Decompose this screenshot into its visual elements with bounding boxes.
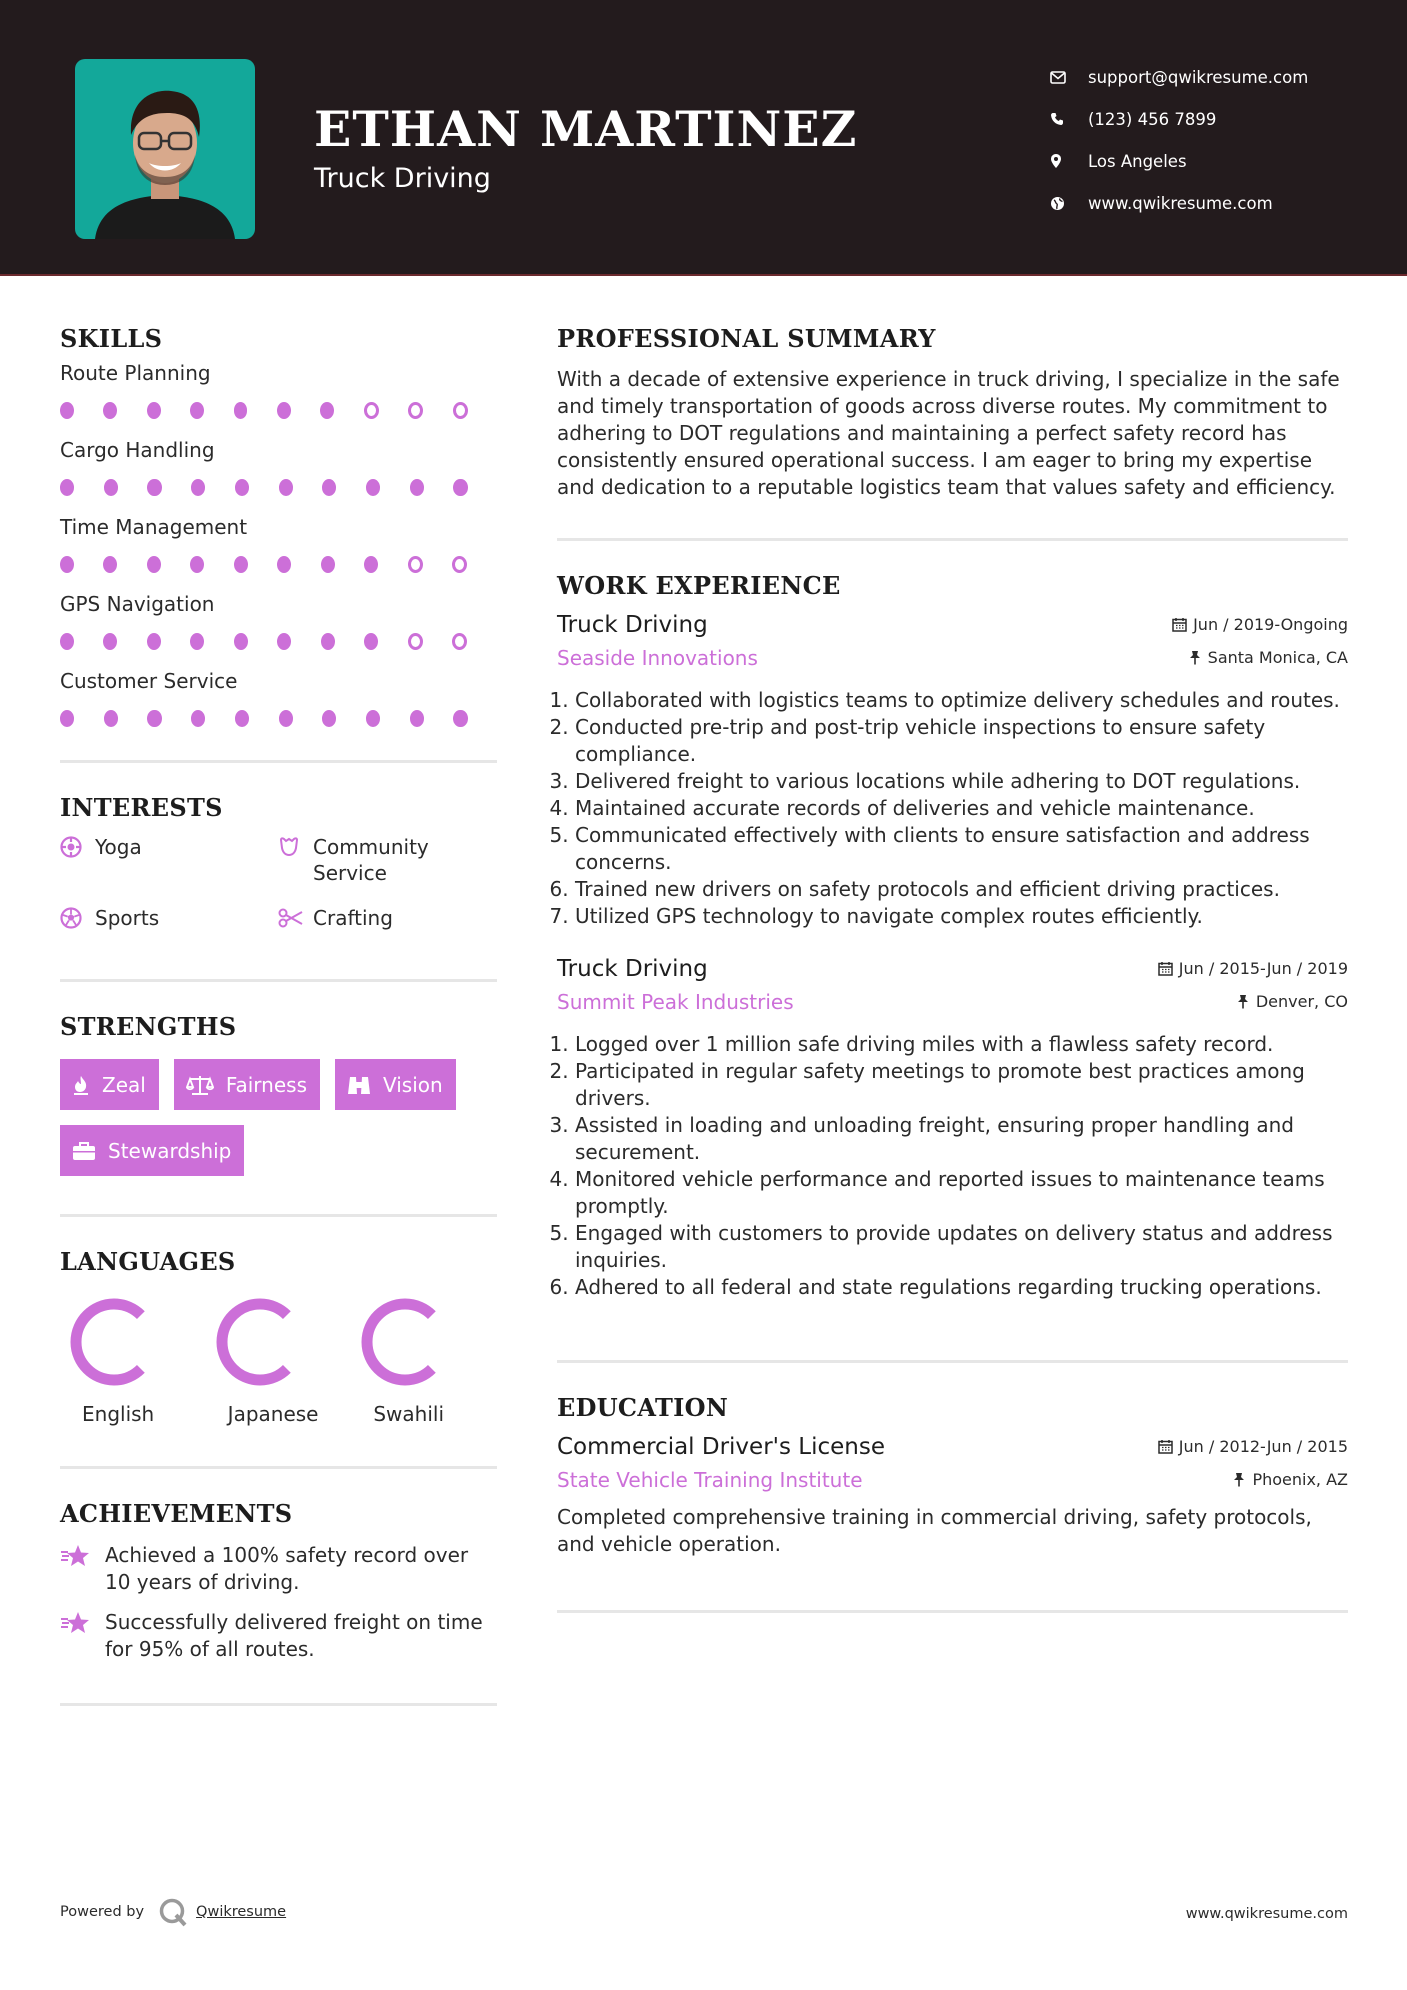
footer-powered-by [60,1897,286,1927]
contact-website[interactable] [1050,182,1380,224]
skill-item [60,590,497,663]
rating-dot-filled [322,710,336,727]
header-divider [0,274,1407,276]
interests-list [60,834,497,976]
rating-dot-filled [364,633,378,650]
heart-hand-icon [278,834,313,860]
rating-dot-filled [234,633,248,650]
calendar-icon [1172,617,1187,632]
rating-dot-filled [453,479,467,496]
language-arc [359,1296,451,1388]
resume-header [0,0,1407,276]
duty-item: 1. Collaborated with logistics teams to optimize delivery schedules and routes. [575,687,1348,714]
company-name: Summit Peak Industries [557,990,794,1014]
duty-item: 5. Engaged with customers to provide updates on delivery status and address inquiries. [575,1220,1348,1274]
left-column [60,324,497,1706]
rating-dot-filled [279,710,293,727]
language-ring [359,1296,451,1388]
rating-dot-filled [147,710,161,727]
rating-dot-filled [235,710,249,727]
achievements-list [60,1542,497,1663]
rating-dot-filled [410,710,424,727]
contact-phone-text: (123) 456 7899 [1088,109,1217,129]
interest-item [60,905,278,976]
job-date [1172,615,1348,634]
interest-item [60,834,278,905]
skill-rating [60,633,497,650]
binoculars-icon [347,1074,371,1096]
rating-dot-filled [277,633,291,650]
achievement-text: Successfully delivered freight on time for 95% of all routes. [105,1610,483,1661]
duty-item: 6. Trained new drivers on safety protocols and efficient driving practices. [575,876,1348,903]
job-location-text: Santa Monica, CA [1207,648,1348,667]
rating-dot-filled [190,633,204,650]
job-entry [557,956,1348,1301]
rating-dot-filled [321,556,335,573]
rating-dot-filled [147,479,161,496]
job-location [1237,992,1348,1011]
company-name: Seaside Innovations [557,646,758,670]
rating-dot-filled [277,556,291,573]
interest-label: Yoga [95,835,142,859]
rating-dot-filled [279,479,293,496]
skill-rating [60,710,497,727]
interest-item [278,905,496,976]
rating-dot-filled [191,710,205,727]
skill-name: Cargo Handling [60,438,215,462]
star-icon [60,1542,105,1596]
rating-dot-filled [364,556,378,573]
skills-list [60,359,497,740]
job-date [1158,959,1348,978]
section-divider [60,760,497,763]
qwikresume-link[interactable]: Qwikresume [196,1904,287,1920]
education-date [1158,1437,1348,1456]
language-item [60,1296,206,1426]
strengths-list [60,1059,497,1176]
rating-dot-filled [103,633,117,650]
section-divider [557,1360,1348,1363]
rating-dot-filled [234,556,248,573]
achievement-item [60,1542,497,1596]
rating-dot-filled [190,402,204,419]
section-divider [60,1466,497,1469]
section-divider [60,979,497,982]
contact-website-text: www.qwikresume.com [1088,193,1273,213]
education-location [1233,1470,1348,1489]
interest-label: Crafting [313,906,393,930]
rating-dot-filled [191,479,205,496]
contact-location [1050,140,1380,182]
rating-dot-filled [410,479,424,496]
strength-tag [60,1125,244,1176]
education-title: EDUCATION [557,1393,729,1422]
skill-item [60,359,497,432]
strength-label: Stewardship [108,1138,232,1163]
rating-dot-filled [366,479,380,496]
skill-name: Route Planning [60,361,211,385]
candidate-name: ETHAN MARTINEZ [314,100,858,158]
section-divider [557,1610,1348,1613]
strength-tag [60,1059,159,1110]
globe-icon [1050,196,1088,211]
profile-photo [75,59,255,239]
school-name: State Vehicle Training Institute [557,1468,863,1492]
rating-dot-empty [452,633,467,650]
experience-title: WORK EXPERIENCE [557,571,841,600]
language-arc [68,1296,160,1388]
contact-location-text: Los Angeles [1088,151,1187,171]
education-entry [557,1434,1348,1558]
rating-dot-empty [452,556,467,573]
section-divider [60,1703,497,1706]
degree-title: Commercial Driver's License [557,1434,885,1460]
rating-dot-filled [322,479,336,496]
duty-item: 4. Monitored vehicle performance and reported issues to maintenance teams promptly. [575,1166,1348,1220]
summary-text: With a decade of extensive experience in truck driving, I specialize in the safe and timely transportation of goods across diverse routes. My commitment to adhering to DOT regulations and maintaining a perfect safety record has consistently ensured operational success. I am eager to bring my expertise and dedication to a reputable logistics team that values safety and efficiency. [557,367,1340,499]
language-ring [68,1296,160,1388]
rating-dot-filled [104,710,118,727]
strength-label: Zeal [102,1072,146,1097]
languages-list [60,1296,497,1426]
rating-dot-empty [408,633,423,650]
calendar-icon [1158,961,1173,976]
rating-dot-filled [321,633,335,650]
rating-dot-filled [103,402,117,419]
powered-by-text: Powered by [60,1904,145,1920]
summary-title: PROFESSIONAL SUMMARY [557,324,936,353]
skill-rating [60,556,497,573]
section-divider [60,1214,497,1217]
skill-rating [60,479,497,496]
rating-dot-filled [147,402,161,419]
contact-phone[interactable] [1050,98,1380,140]
skill-item [60,667,497,740]
job-date-text: Jun / 2019-Ongoing [1193,615,1348,634]
duty-item: 6. Adhered to all federal and state regulations regarding trucking operations. [575,1274,1348,1301]
languages-title: LANGUAGES [60,1247,236,1276]
envelope-icon [1050,71,1088,84]
duty-item: 3. Delivered freight to various locations while adhering to DOT regulations. [575,768,1348,795]
strength-tag [174,1059,320,1110]
map-pin-icon [1050,153,1088,169]
rating-dot-empty [408,556,423,573]
candidate-title: Truck Driving [314,163,491,194]
phone-icon [1050,112,1088,126]
fire-icon [72,1075,90,1095]
language-name: Swahili [373,1402,444,1426]
job-title: Truck Driving [557,612,708,638]
rating-dot-filled [235,479,249,496]
balance-scale-icon [186,1074,214,1096]
rating-dot-filled [453,710,467,727]
skill-name: Customer Service [60,669,238,693]
rating-dot-empty [364,402,379,419]
rating-dot-filled [103,556,117,573]
briefcase-icon [72,1141,96,1161]
strength-tag [335,1059,456,1110]
job-date-text: Jun / 2015-Jun / 2019 [1178,959,1348,978]
language-arc [214,1296,306,1388]
rating-dot-filled [277,402,291,419]
scissors-icon [278,905,313,931]
language-item [351,1296,497,1426]
duty-item: 5. Communicated effectively with clients to ensure satisfaction and address concerns. [575,822,1348,876]
rating-dot-filled [190,556,204,573]
rating-dot-filled [320,402,334,419]
interests-title: INTERESTS [60,793,223,822]
qwikresume-logo-icon [158,1897,188,1927]
contact-list [1050,56,1380,224]
rating-dot-filled [234,402,248,419]
duties-list [557,687,1348,930]
duty-item: 7. Utilized GPS technology to navigate complex routes efficiently. [575,903,1348,930]
skill-item [60,436,497,509]
rating-dot-empty [453,402,468,419]
strength-label: Fairness [225,1072,307,1097]
language-name: Japanese [227,1402,319,1426]
education-description: Completed comprehensive training in commercial driving, safety protocols, and vehicle operation. [557,1505,1312,1556]
star-icon [60,1609,105,1663]
language-name: English [82,1402,155,1426]
education-location-text: Phoenix, AZ [1252,1470,1348,1489]
skill-item [60,513,497,586]
job-entry [557,612,1348,930]
pushpin-icon [1189,650,1201,665]
language-item [206,1296,352,1426]
soccer-ball-icon [60,905,95,931]
job-title: Truck Driving [557,956,708,982]
education-date-text: Jun / 2012-Jun / 2015 [1178,1437,1348,1456]
language-ring [214,1296,306,1388]
achievement-item [60,1609,497,1663]
footer-website[interactable]: www.qwikresume.com [1185,1906,1348,1922]
rating-dot-filled [104,479,118,496]
rating-dot-filled [60,633,74,650]
strength-label: Vision [383,1072,443,1097]
interest-label: Sports [95,906,160,930]
duty-item: 3. Assisted in loading and unloading freight, ensuring proper handling and securement. [575,1112,1348,1166]
skill-name: Time Management [60,515,248,539]
rating-dot-filled [147,556,161,573]
duty-item: 1. Logged over 1 million safe driving miles with a flawless safety record. [575,1031,1348,1058]
contact-email-text: support@qwikresume.com [1088,67,1309,87]
skill-name: GPS Navigation [60,592,215,616]
duty-item: 2. Conducted pre-trip and post-trip vehicle inspections to ensure safety compliance. [575,714,1348,768]
skill-rating [60,402,497,419]
skills-title: SKILLS [60,324,163,353]
achievement-text: Achieved a 100% safety record over 10 years of driving. [105,1543,469,1594]
rating-dot-filled [60,479,74,496]
rating-dot-filled [60,402,74,419]
interest-label: Community Service [313,835,429,885]
rating-dot-filled [147,633,161,650]
right-column [557,324,1348,1613]
interest-item [278,834,496,905]
achievements-title: ACHIEVEMENTS [60,1499,293,1528]
strengths-title: STRENGTHS [60,1012,237,1041]
duty-item: 4. Maintained accurate records of deliveries and vehicle maintenance. [575,795,1348,822]
duty-item: 2. Participated in regular safety meetings to promote best practices among drivers. [575,1058,1348,1112]
rating-dot-empty [408,402,423,419]
contact-email[interactable] [1050,56,1380,98]
calendar-icon [1158,1439,1173,1454]
pushpin-icon [1237,994,1249,1009]
rating-dot-filled [60,710,74,727]
rating-dot-filled [60,556,74,573]
rating-dot-filled [366,710,380,727]
duties-list [557,1031,1348,1301]
pushpin-icon [1233,1472,1245,1487]
job-location [1189,648,1348,667]
section-divider [557,538,1348,541]
yoga-icon [60,834,95,860]
job-location-text: Denver, CO [1255,992,1348,1011]
